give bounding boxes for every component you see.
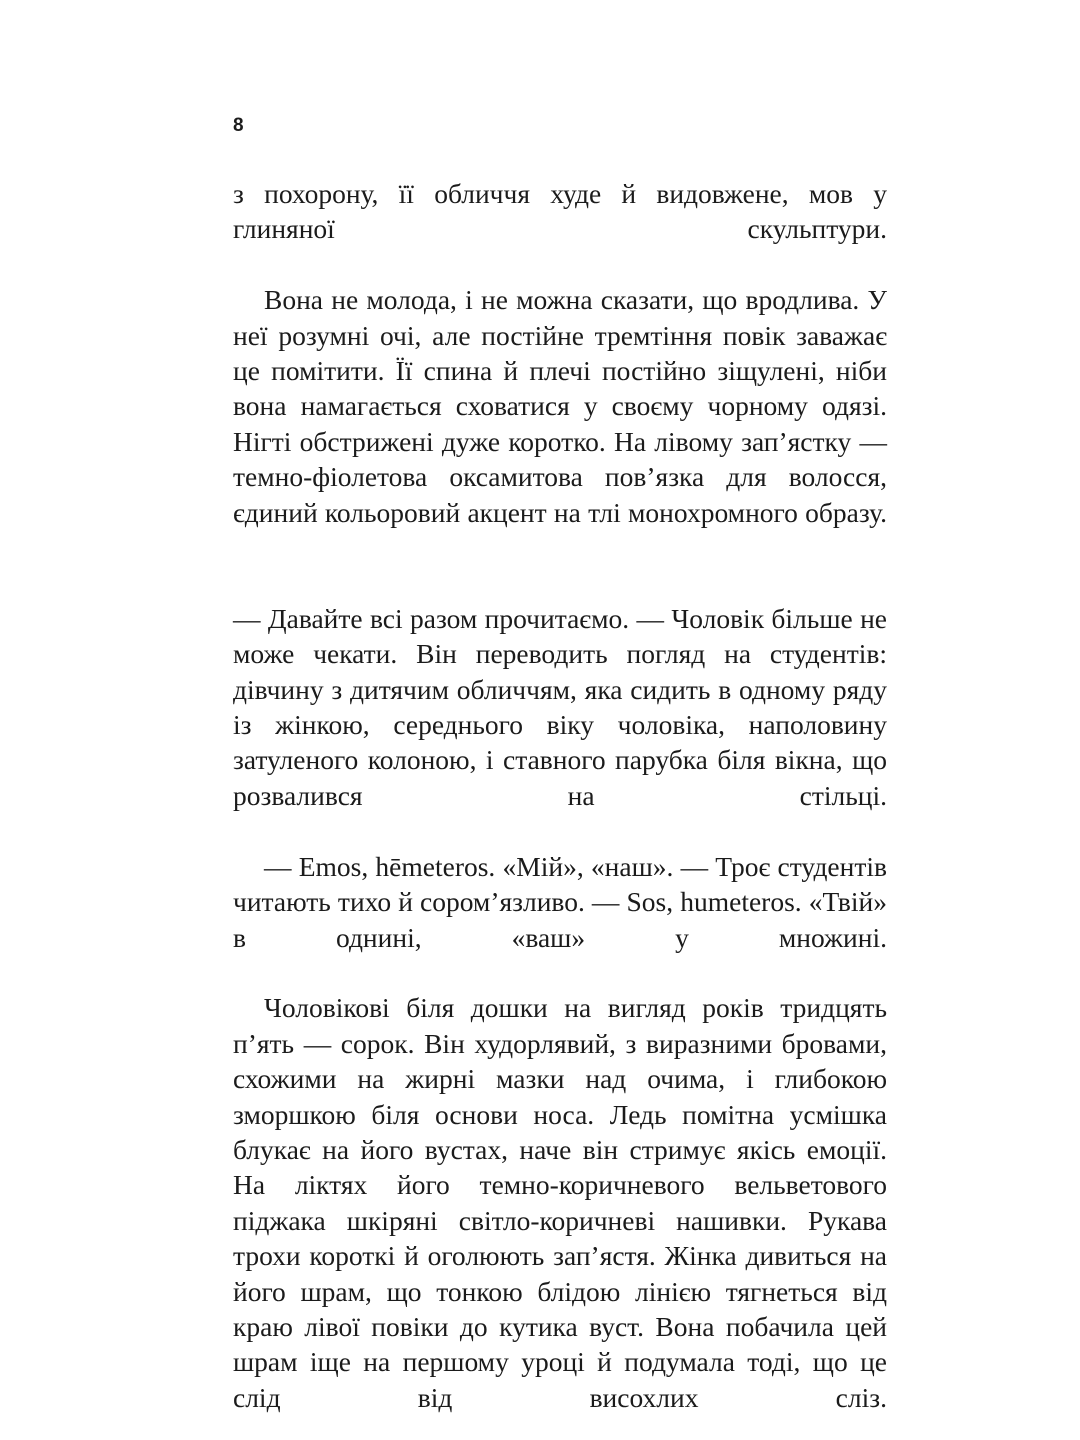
paragraph: Вона не молода, і не можна сказати, що вродлива. У неї розумні очі, але постійне тремтіння повік заважає це помітити. Її спина й плечі постійно зіщулені, ніби вона намагається сховатися у своєму чорному одязі. Нігті обстрижені дуже коротко. На лівому зап’ястку — темно-фіолетова оксамитова пов’язка для волосся, єдиний кольоровий акцент на тлі монохромного образу. [233, 284, 887, 528]
text-block-1 [233, 176, 887, 565]
text-block-2 [233, 601, 887, 1440]
paragraph: Чоловікові біля дошки на вигляд років тридцять п’ять — сорок. Він худорлявий, з виразними бровами, схожими на жирні мазки над очима, і глибокою зморшкою біля основи носа. Ледь помітна усмішка блукає на його вустах, наче він стримує якісь емоції. На ліктях його темно-коричневого вельветового піджака шкіряні світло-коричневі нашивки. Рукава трохи короткі й оголюють зап’ястя. Жінка дивиться на його шрам, що тонкою блідою лінією тягнеться від краю лівої повіки до кутика вуст. Вона побачила цей шрам іще на першому уроці й подумала тоді, що це слід від висохлих сліз. [233, 992, 887, 1413]
paragraph: — Давайте всі разом прочитаємо. — Чоловік більше не може чекати. Він переводить погляд на студентів: дівчину з дитячим обличчям, яка сидить в одному ряду із жінкою, середнього віку чоловіка, наполовину затуленого колоною, і ставного парубка біля вікна, що розвалився на стільці. [233, 602, 887, 811]
page-number: 8 [233, 115, 244, 136]
page-text-block [233, 176, 887, 1440]
paragraph: — Emos, hēmeteros. «Мій», «наш». — Троє студентів читають тихо й сором’язливо. — Sos, humeteros. «Твій» в однині, «ваш» у множині. [233, 850, 887, 953]
paragraph: з похорону, її обличчя худе й видовжене, мов у глиняної скульптури. [233, 178, 887, 245]
block-separator [233, 565, 887, 600]
